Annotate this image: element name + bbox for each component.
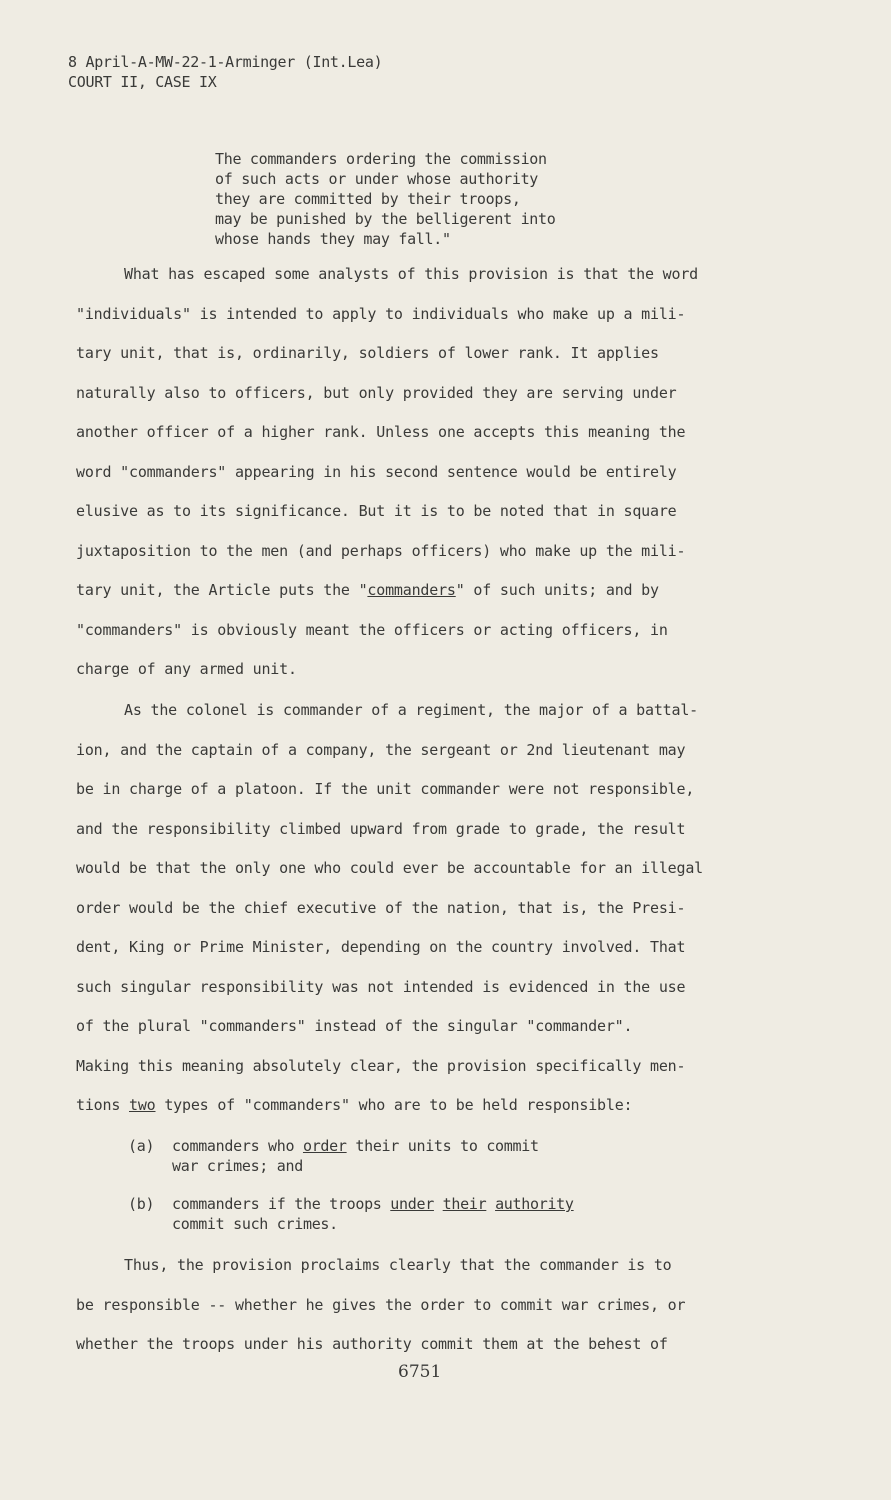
text-segment: tions — [76, 1096, 129, 1114]
quote-line: of such acts or under whose authority — [215, 170, 539, 188]
text-line: ion, and the captain of a company, the sergeant or 2nd lieutenant may — [76, 740, 686, 759]
underlined-word: order — [302, 1137, 347, 1155]
text-line: be in charge of a platoon. If the unit commander were not responsible, — [76, 780, 695, 798]
quote-line: they are committed by their troops, — [215, 190, 521, 208]
underlined-word: under — [390, 1195, 434, 1213]
list-line: commit such crimes. — [172, 1215, 338, 1233]
text-segment: types of "commanders" who are to be held responsible: — [155, 1096, 633, 1114]
header-court-case: COURT II, CASE IX — [68, 73, 217, 91]
text-segment — [434, 1195, 443, 1213]
text-line: As the colonel is commander of a regiment, the major of a battal- — [124, 701, 698, 719]
underlined-word: two — [129, 1096, 156, 1114]
text-line: What has escaped some analysts of this provision is that the word — [124, 265, 698, 283]
text-line: charge of any armed unit. — [76, 660, 297, 678]
list-line: war crimes; and — [172, 1157, 303, 1175]
text-line — [76, 1086, 703, 1126]
header-reference: 8 April-A-MW-22-1-Arminger (Int.Lea) — [68, 53, 383, 71]
page-number: 6751 — [398, 1362, 442, 1382]
quote-line: whose hands they may fall." — [215, 230, 451, 248]
paragraph-2 — [76, 691, 703, 1126]
text-line: be responsible -- whether he gives the order to commit war crimes, or — [76, 1295, 686, 1314]
text-line: elusive as to its significance. But it is to be noted that in square — [76, 502, 677, 520]
text-segment: commanders who — [172, 1137, 303, 1155]
list-item-a — [128, 1136, 539, 1176]
text-line: and the responsibility climbed upward from grade to grade, the result — [76, 819, 686, 838]
document-header — [68, 52, 382, 92]
text-line: whether the troops under his authority commit them at the behest of — [76, 1335, 668, 1353]
quote-line: The commanders ordering the commission — [215, 150, 547, 168]
text-segment: " of such units; and by — [455, 581, 659, 599]
text-line: Making this meaning absolutely clear, the provision specifically men- — [76, 1056, 686, 1075]
text-line: such singular responsibility was not intended is evidenced in the use — [76, 977, 686, 996]
quote-line: may be punished by the belligerent into — [215, 210, 556, 228]
text-line: would be that the only one who could ever be accountable for an illegal — [76, 859, 703, 877]
underlined-word: authority — [495, 1195, 574, 1213]
block-quote — [215, 149, 556, 249]
text-line: dent, King or Prime Minister, depending on the country involved. That — [76, 938, 686, 956]
paragraph-1 — [76, 255, 698, 690]
text-segment: their units to commit — [346, 1137, 539, 1155]
text-line: "individuals" is intended to apply to individuals who make up a mili- — [76, 304, 686, 323]
text-line: juxtaposition to the men (and perhaps officers) who make up the mili- — [76, 541, 686, 560]
text-line: Thus, the provision proclaims clearly that the commander is to — [124, 1256, 672, 1274]
text-line: tary unit, that is, ordinarily, soldiers of lower rank. It applies — [76, 344, 659, 362]
text-segment: tary unit, the Article puts the " — [76, 581, 368, 599]
list-marker: (b) — [128, 1195, 155, 1213]
text-line: naturally also to officers, but only provided they are serving under — [76, 383, 677, 402]
text-line: another officer of a higher rank. Unless one accepts this meaning the — [76, 423, 686, 441]
paragraph-3 — [76, 1246, 685, 1365]
underlined-word: their — [442, 1195, 487, 1213]
list-item-b — [128, 1194, 574, 1234]
text-line: "commanders" is obviously meant the officers or acting officers, in — [76, 620, 668, 639]
text-line: word "commanders" appearing in his second sentence would be entirely — [76, 462, 677, 481]
list-line — [172, 1136, 539, 1156]
text-line — [76, 571, 698, 611]
list-line — [172, 1194, 574, 1214]
text-line: of the plural "commanders" instead of the singular "commander". — [76, 1017, 633, 1035]
text-segment: commanders if the troops — [172, 1195, 391, 1213]
text-line: order would be the chief executive of the nation, that is, the Presi- — [76, 898, 686, 917]
underlined-word: commanders — [367, 581, 456, 599]
text-segment — [486, 1195, 495, 1213]
list-marker: (a) — [128, 1137, 155, 1155]
